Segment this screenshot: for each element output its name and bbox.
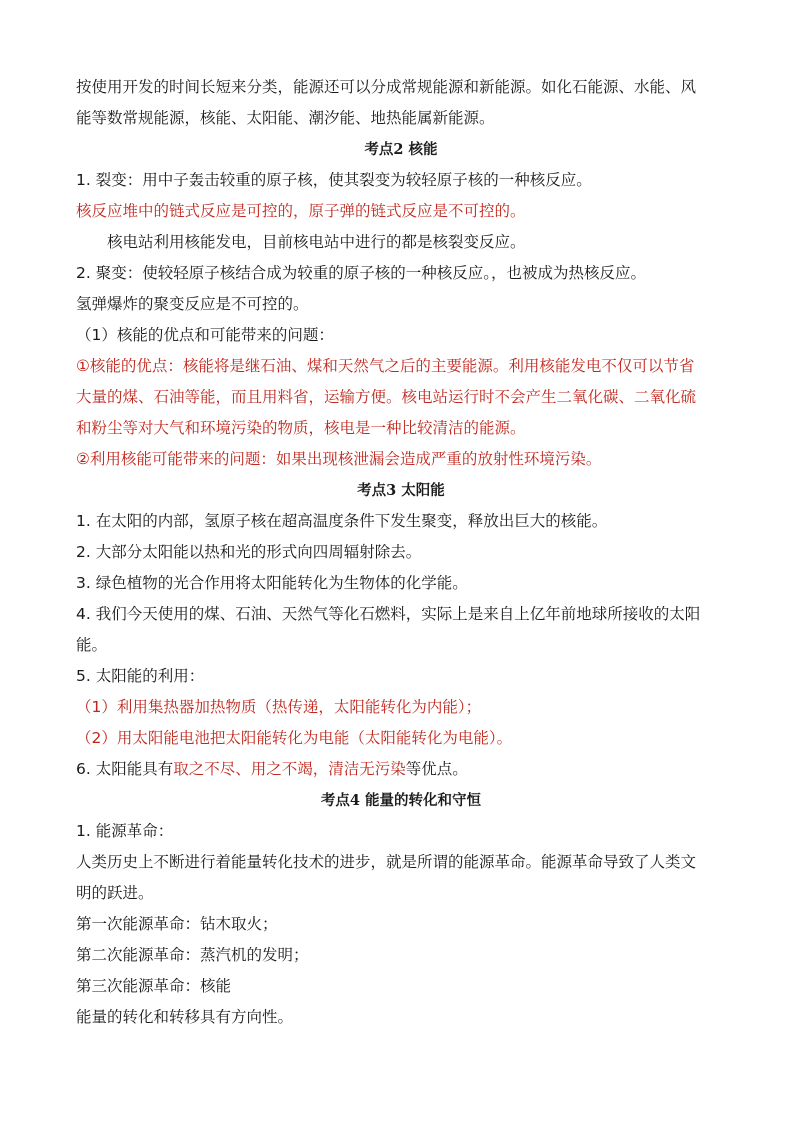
nuclear-risks: ②利用核能可能带来的问题：如果出现核泄漏会造成严重的放射性环境污染。 <box>76 450 602 468</box>
nuclear-advantages-3: 和粉尘等对大气和环境污染的物质，核电是一种比较清洁的能源。 <box>76 419 526 437</box>
hydrogen-bomb: 氢弹爆炸的聚变反应是不可控的。 <box>76 295 309 313</box>
energy-revolution-desc-2: 明的跃进。 <box>76 884 154 902</box>
third-revolution: 第三次能源革命：核能 <box>76 977 232 995</box>
first-revolution: 第一次能源革命：钻木取火； <box>76 915 278 933</box>
nuclear-power-station: 核电站利用核能发电，目前核电站中进行的都是核裂变反应。 <box>107 233 526 251</box>
solar-usage-collector: （1）利用集热器加热物质（热传递，太阳能转化为内能）； <box>76 698 482 716</box>
solar-advantages <box>76 754 726 785</box>
solar-usage-cell: （2）用太阳能电池把太阳能转化为电能（太阳能转化为电能）。 <box>76 729 513 747</box>
solar-advantages-suffix: 等优点。 <box>405 760 468 778</box>
solar-fossil-fuel-1: 4. 我们今天使用的煤、石油、天然气等化石燃料，实际上是来自上亿年前地球所接收的太阳 <box>76 605 701 623</box>
nuclear-fusion: 2. 聚变：使较轻原子核结合成为较重的原子核的一种核反应。，也被成为热核反应。 <box>76 264 646 282</box>
energy-revolution-desc-1: 人类历史上不断进行着能量转化技术的进步，就是所谓的能源革命。能源革命导致了人类文 <box>76 853 697 871</box>
nuclear-chain-reaction: 核反应堆中的链式反应是可控的，原子弹的链式反应是不可控的。 <box>76 202 526 220</box>
intro-line-2: 能等数常规能源，核能、太阳能、潮汐能、地热能属新能源。 <box>76 109 495 127</box>
section-heading-nuclear: 考点2 核能 <box>364 141 438 158</box>
document-page <box>76 72 726 1033</box>
second-revolution: 第二次能源革命：蒸汽机的发明； <box>76 946 309 964</box>
solar-radiation: 2. 大部分太阳能以热和光的形式向四周辐射除去。 <box>76 543 422 561</box>
solar-advantages-highlight: 取之不尽、用之不竭，清洁无污染 <box>173 760 406 778</box>
solar-photosynthesis: 3. 绿色植物的光合作用将太阳能转化为生物体的化学能。 <box>76 574 468 592</box>
nuclear-advantages-1: ①核能的优点：核能将是继石油、煤和天然气之后的主要能源。利用核能发电不仅可以节省 <box>76 357 695 375</box>
intro-line-1: 按使用开发的时间长短来分类，能源还可以分成常规能源和新能源。如化石能源、水能、风 <box>76 78 697 96</box>
solar-fusion: 1. 在太阳的内部，氢原子核在超高温度条件下发生聚变，释放出巨大的核能。 <box>76 512 608 530</box>
solar-fossil-fuel-2: 能。 <box>76 636 108 654</box>
section-heading-solar: 考点3 太阳能 <box>357 482 445 499</box>
nuclear-pros-cons-heading: （1）核能的优点和可能带来的问题： <box>76 326 334 344</box>
solar-advantages-prefix: 6. 太阳能具有 <box>76 760 174 778</box>
nuclear-advantages-2: 大量的煤、石油等能，而且用料省，运输方便。核电站运行时不会产生二氧化碳、二氧化硫 <box>76 388 697 406</box>
energy-direction: 能量的转化和转移具有方向性。 <box>76 1008 294 1026</box>
solar-usage-heading: 5. 太阳能的利用： <box>76 667 205 685</box>
section-heading-conversion: 考点4 能量的转化和守恒 <box>320 792 482 809</box>
energy-revolution-heading: 1. 能源革命： <box>76 822 174 840</box>
nuclear-fission: 1. 裂变：用中子轰击较重的原子核，使其裂变为较轻原子核的一种核反应。 <box>76 171 592 189</box>
